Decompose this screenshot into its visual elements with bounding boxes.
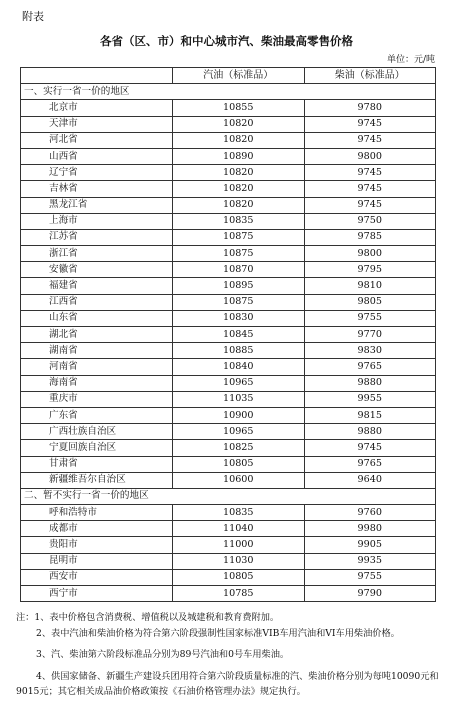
price-table: [20, 67, 436, 602]
gasoline-price-cell: 10835: [173, 505, 305, 521]
gasoline-price-cell: 10895: [173, 278, 305, 294]
gasoline-price-cell: 10885: [173, 343, 305, 359]
diesel-price-cell: 9805: [304, 294, 436, 310]
table-row: [21, 537, 436, 553]
gasoline-price-cell: 10805: [173, 569, 305, 585]
diesel-price-cell: 9745: [304, 197, 436, 213]
gasoline-price-cell: 10855: [173, 100, 305, 116]
diesel-price-cell: 9880: [304, 424, 436, 440]
table-row: [21, 262, 436, 278]
diesel-price-cell: 9745: [304, 132, 436, 148]
diesel-price-cell: 9765: [304, 359, 436, 375]
gasoline-price-cell: 10825: [173, 440, 305, 456]
region-cell: 天津市: [21, 116, 173, 132]
gasoline-price-cell: 10820: [173, 116, 305, 132]
table-row: [21, 359, 436, 375]
region-cell: 山东省: [21, 310, 173, 326]
table-row: [21, 569, 436, 585]
gasoline-price-cell: 10900: [173, 407, 305, 423]
diesel-price-cell: 9790: [304, 586, 436, 602]
diesel-price-cell: 9755: [304, 310, 436, 326]
region-cell: 吉林省: [21, 181, 173, 197]
table-row: [21, 424, 436, 440]
diesel-price-cell: 9905: [304, 537, 436, 553]
table-row: [21, 456, 436, 472]
notes: [16, 610, 440, 700]
region-cell: 成都市: [21, 521, 173, 537]
gasoline-price-cell: 10965: [173, 424, 305, 440]
note-4: 4、供国家储备、新疆生产建设兵团用符合第六阶段质量标准的汽、柴油价格分别为每吨10090元和9015元；其它相关成品油价格政策按《石油价格管理办法》规定执行。: [16, 670, 439, 697]
table-row: [21, 521, 436, 537]
gasoline-price-cell: 10830: [173, 310, 305, 326]
region-cell: 新疆维吾尔自治区: [21, 472, 173, 488]
gasoline-price-cell: 10785: [173, 586, 305, 602]
section-header-row: [21, 84, 436, 100]
table-row: [21, 229, 436, 245]
table-row: [21, 586, 436, 602]
section-title: 二、暂不实行一省一价的地区: [21, 488, 436, 504]
region-cell: 山西省: [21, 148, 173, 164]
diesel-price-cell: 9880: [304, 375, 436, 391]
table-row: [21, 310, 436, 326]
price-table-body: [21, 68, 436, 602]
table-row: [21, 116, 436, 132]
region-cell: 河北省: [21, 132, 173, 148]
table-row: [21, 165, 436, 181]
region-cell: 北京市: [21, 100, 173, 116]
diesel-price-cell: 9955: [304, 391, 436, 407]
gasoline-price-cell: 10845: [173, 327, 305, 343]
table-row: [21, 327, 436, 343]
region-cell: 甘肃省: [21, 456, 173, 472]
document-title: 各省（区、市）和中心城市汽、柴油最高零售价格: [100, 34, 353, 48]
diesel-price-cell: 9640: [304, 472, 436, 488]
note-3: 3、汽、柴油第六阶段标准品分别为89号汽油和0号车用柴油。: [36, 649, 290, 660]
table-row: [21, 440, 436, 456]
diesel-price-cell: 9770: [304, 327, 436, 343]
table-row: [21, 407, 436, 423]
region-cell: 广西壮族自治区: [21, 424, 173, 440]
diesel-price-cell: 9800: [304, 148, 436, 164]
gasoline-price-cell: 10965: [173, 375, 305, 391]
note-2: 2、表中汽油和柴油价格为符合第六阶段强制性国家标准VIB车用汽油和VI车用柴油价格。: [36, 627, 400, 639]
diesel-price-cell: 9745: [304, 440, 436, 456]
header-cell-diesel: 柴油（标准品）: [304, 68, 436, 84]
region-cell: 黑龙江省: [21, 197, 173, 213]
diesel-price-cell: 9810: [304, 278, 436, 294]
gasoline-price-cell: 10890: [173, 148, 305, 164]
region-cell: 昆明市: [21, 553, 173, 569]
table-row: [21, 100, 436, 116]
region-cell: 广东省: [21, 407, 173, 423]
table-row: [21, 391, 436, 407]
region-cell: 宁夏回族自治区: [21, 440, 173, 456]
diesel-price-cell: 9750: [304, 213, 436, 229]
gasoline-price-cell: 11035: [173, 391, 305, 407]
diesel-price-cell: 9760: [304, 505, 436, 521]
section-header-row: [21, 488, 436, 504]
diesel-price-cell: 9755: [304, 569, 436, 585]
gasoline-price-cell: 10835: [173, 213, 305, 229]
region-cell: 湖南省: [21, 343, 173, 359]
gasoline-price-cell: 10820: [173, 132, 305, 148]
diesel-price-cell: 9780: [304, 100, 436, 116]
table-row: [21, 197, 436, 213]
diesel-price-cell: 9795: [304, 262, 436, 278]
diesel-price-cell: 9800: [304, 246, 436, 262]
region-cell: 浙江省: [21, 246, 173, 262]
gasoline-price-cell: 11040: [173, 521, 305, 537]
diesel-price-cell: 9785: [304, 229, 436, 245]
header-cell-region: [21, 68, 173, 84]
gasoline-price-cell: 10875: [173, 246, 305, 262]
table-row: [21, 505, 436, 521]
diesel-price-cell: 9980: [304, 521, 436, 537]
diesel-price-cell: 9745: [304, 165, 436, 181]
table-header-row: [21, 68, 436, 84]
gasoline-price-cell: 10820: [173, 197, 305, 213]
gasoline-price-cell: 10600: [173, 472, 305, 488]
region-cell: 西宁市: [21, 586, 173, 602]
region-cell: 呼和浩特市: [21, 505, 173, 521]
region-cell: 江西省: [21, 294, 173, 310]
region-cell: 河南省: [21, 359, 173, 375]
region-cell: 西安市: [21, 569, 173, 585]
diesel-price-cell: 9745: [304, 181, 436, 197]
table-row: [21, 213, 436, 229]
region-cell: 重庆市: [21, 391, 173, 407]
diesel-price-cell: 9765: [304, 456, 436, 472]
table-row: [21, 375, 436, 391]
diesel-price-cell: 9830: [304, 343, 436, 359]
table-row: [21, 472, 436, 488]
annex-label: 附表: [22, 10, 44, 23]
gasoline-price-cell: 10870: [173, 262, 305, 278]
gasoline-price-cell: 10875: [173, 294, 305, 310]
header-cell-gasoline: 汽油（标准品）: [173, 68, 305, 84]
gasoline-price-cell: 10840: [173, 359, 305, 375]
gasoline-price-cell: 11000: [173, 537, 305, 553]
gasoline-price-cell: 11030: [173, 553, 305, 569]
gasoline-price-cell: 10805: [173, 456, 305, 472]
table-row: [21, 278, 436, 294]
region-cell: 湖北省: [21, 327, 173, 343]
gasoline-price-cell: 10820: [173, 165, 305, 181]
region-cell: 海南省: [21, 375, 173, 391]
table-row: [21, 553, 436, 569]
gasoline-price-cell: 10820: [173, 181, 305, 197]
table-row: [21, 343, 436, 359]
table-row: [21, 181, 436, 197]
region-cell: 上海市: [21, 213, 173, 229]
region-cell: 安徽省: [21, 262, 173, 278]
unit-label: 单位：元/吨: [386, 55, 435, 65]
region-cell: 贵阳市: [21, 537, 173, 553]
diesel-price-cell: 9815: [304, 407, 436, 423]
diesel-price-cell: 9745: [304, 116, 436, 132]
diesel-price-cell: 9935: [304, 553, 436, 569]
table-row: [21, 148, 436, 164]
table-row: [21, 246, 436, 262]
region-cell: 福建省: [21, 278, 173, 294]
table-row: [21, 132, 436, 148]
table-row: [21, 294, 436, 310]
gasoline-price-cell: 10875: [173, 229, 305, 245]
region-cell: 辽宁省: [21, 165, 173, 181]
region-cell: 江苏省: [21, 229, 173, 245]
section-title: 一、实行一省一价的地区: [21, 84, 436, 100]
note-1: 注：1、表中价格包含消费税、增值税以及城建税和教育费附加。: [16, 612, 280, 623]
